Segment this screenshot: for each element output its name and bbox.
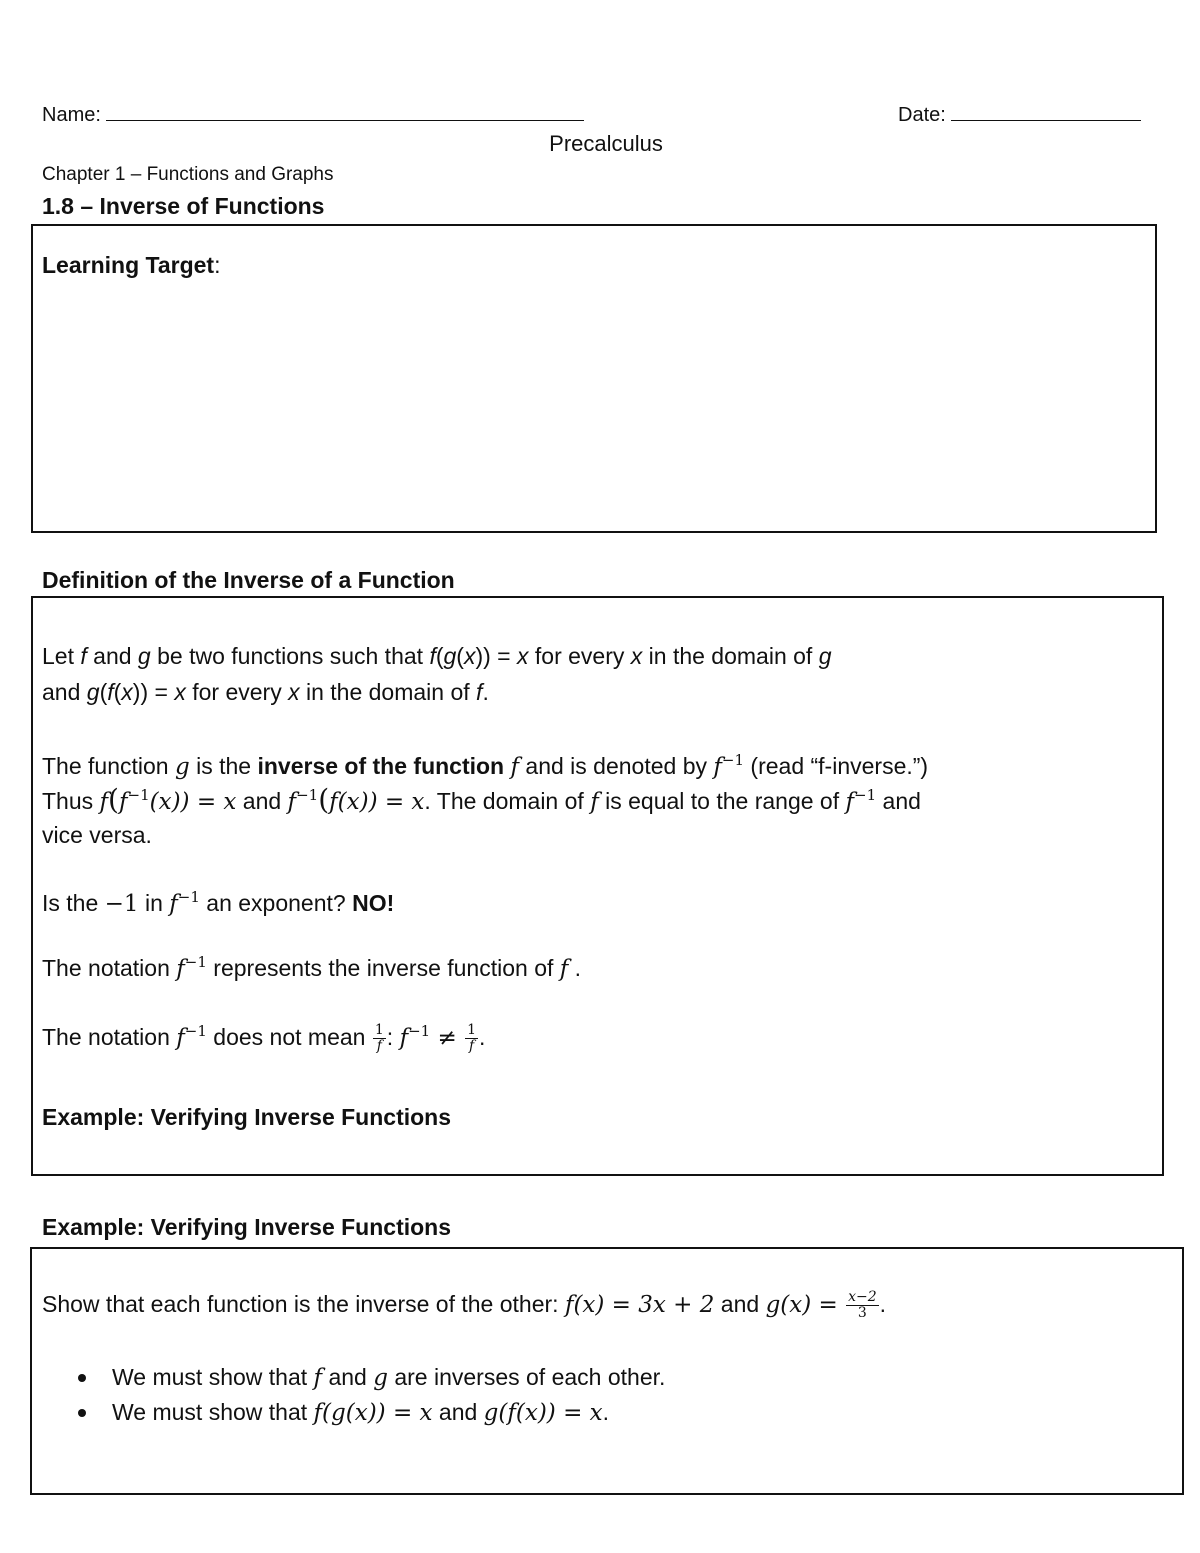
example-bullet-list xyxy=(42,1360,665,1430)
definition-heading: Definition of the Inverse of a Function xyxy=(42,567,455,593)
definition-p1-line2: and g(f(x)) = x for every x in the domain of f. xyxy=(42,679,489,705)
definition-example-label: Example: Verifying Inverse Functions xyxy=(42,1104,452,1130)
list-item: We must show that f and g are inverses of each other. xyxy=(112,1360,665,1395)
date-label: Date: xyxy=(898,104,946,126)
bullet-icon xyxy=(78,1409,86,1417)
definition-p1-line1: Let f and g be two functions such that f(g(x)) = x for every x in the domain of g xyxy=(42,643,832,669)
name-field xyxy=(42,102,584,127)
one-over-f-fraction: $\frac{1}{f}$ xyxy=(374,1022,384,1055)
definition-p5: The notation $f^{-1}$ does not mean $\frac{1}{f}$ : $f^{-1}$ ≠ $\frac{1}{f}$ . xyxy=(42,1022,486,1055)
name-blank[interactable] xyxy=(106,102,584,121)
x-minus-2-over-3-fraction: $\frac{x-2}{3}$ xyxy=(848,1289,877,1322)
lesson-title: 1.8 – Inverse of Functions xyxy=(42,193,325,219)
bullet-icon xyxy=(78,1374,86,1382)
example-prompt: Show that each function is the inverse of the other: f(x) = 3x + 2 and g(x) = $\frac{x-2}{3}$ . xyxy=(42,1289,887,1322)
learning-target-label: Learning Target: xyxy=(42,252,221,278)
date-blank[interactable] xyxy=(951,102,1141,121)
definition-p3: Is the −1 in $f^{-1}$ an exponent? NO! xyxy=(42,888,395,917)
definition-p2-line1: The function g is the inverse of the function f and is denoted by $f^{-1}$ (read “f-inverse.”) xyxy=(42,751,929,780)
definition-p2-line2: Thus $f(f^{-1}(x)) = x$ and $f^{-1}(f(x)) = x$. The domain of f is equal to the range of $f^{-1}$ and xyxy=(42,783,921,816)
example-heading: Example: Verifying Inverse Functions xyxy=(42,1214,452,1240)
date-field xyxy=(898,102,1141,127)
definition-p4: The notation $f^{-1}$ represents the inverse function of f . xyxy=(42,953,582,982)
one-over-f-fraction-2: $\frac{1}{f}$ xyxy=(467,1022,477,1055)
definition-p2-line3: vice versa. xyxy=(42,822,152,848)
chapter-title: Chapter 1 – Functions and Graphs xyxy=(42,164,334,185)
name-label: Name: xyxy=(42,104,101,126)
subject-title: Precalculus xyxy=(549,131,663,156)
list-item: We must show that f(g(x)) = x and g(f(x)) = x. xyxy=(112,1395,665,1430)
